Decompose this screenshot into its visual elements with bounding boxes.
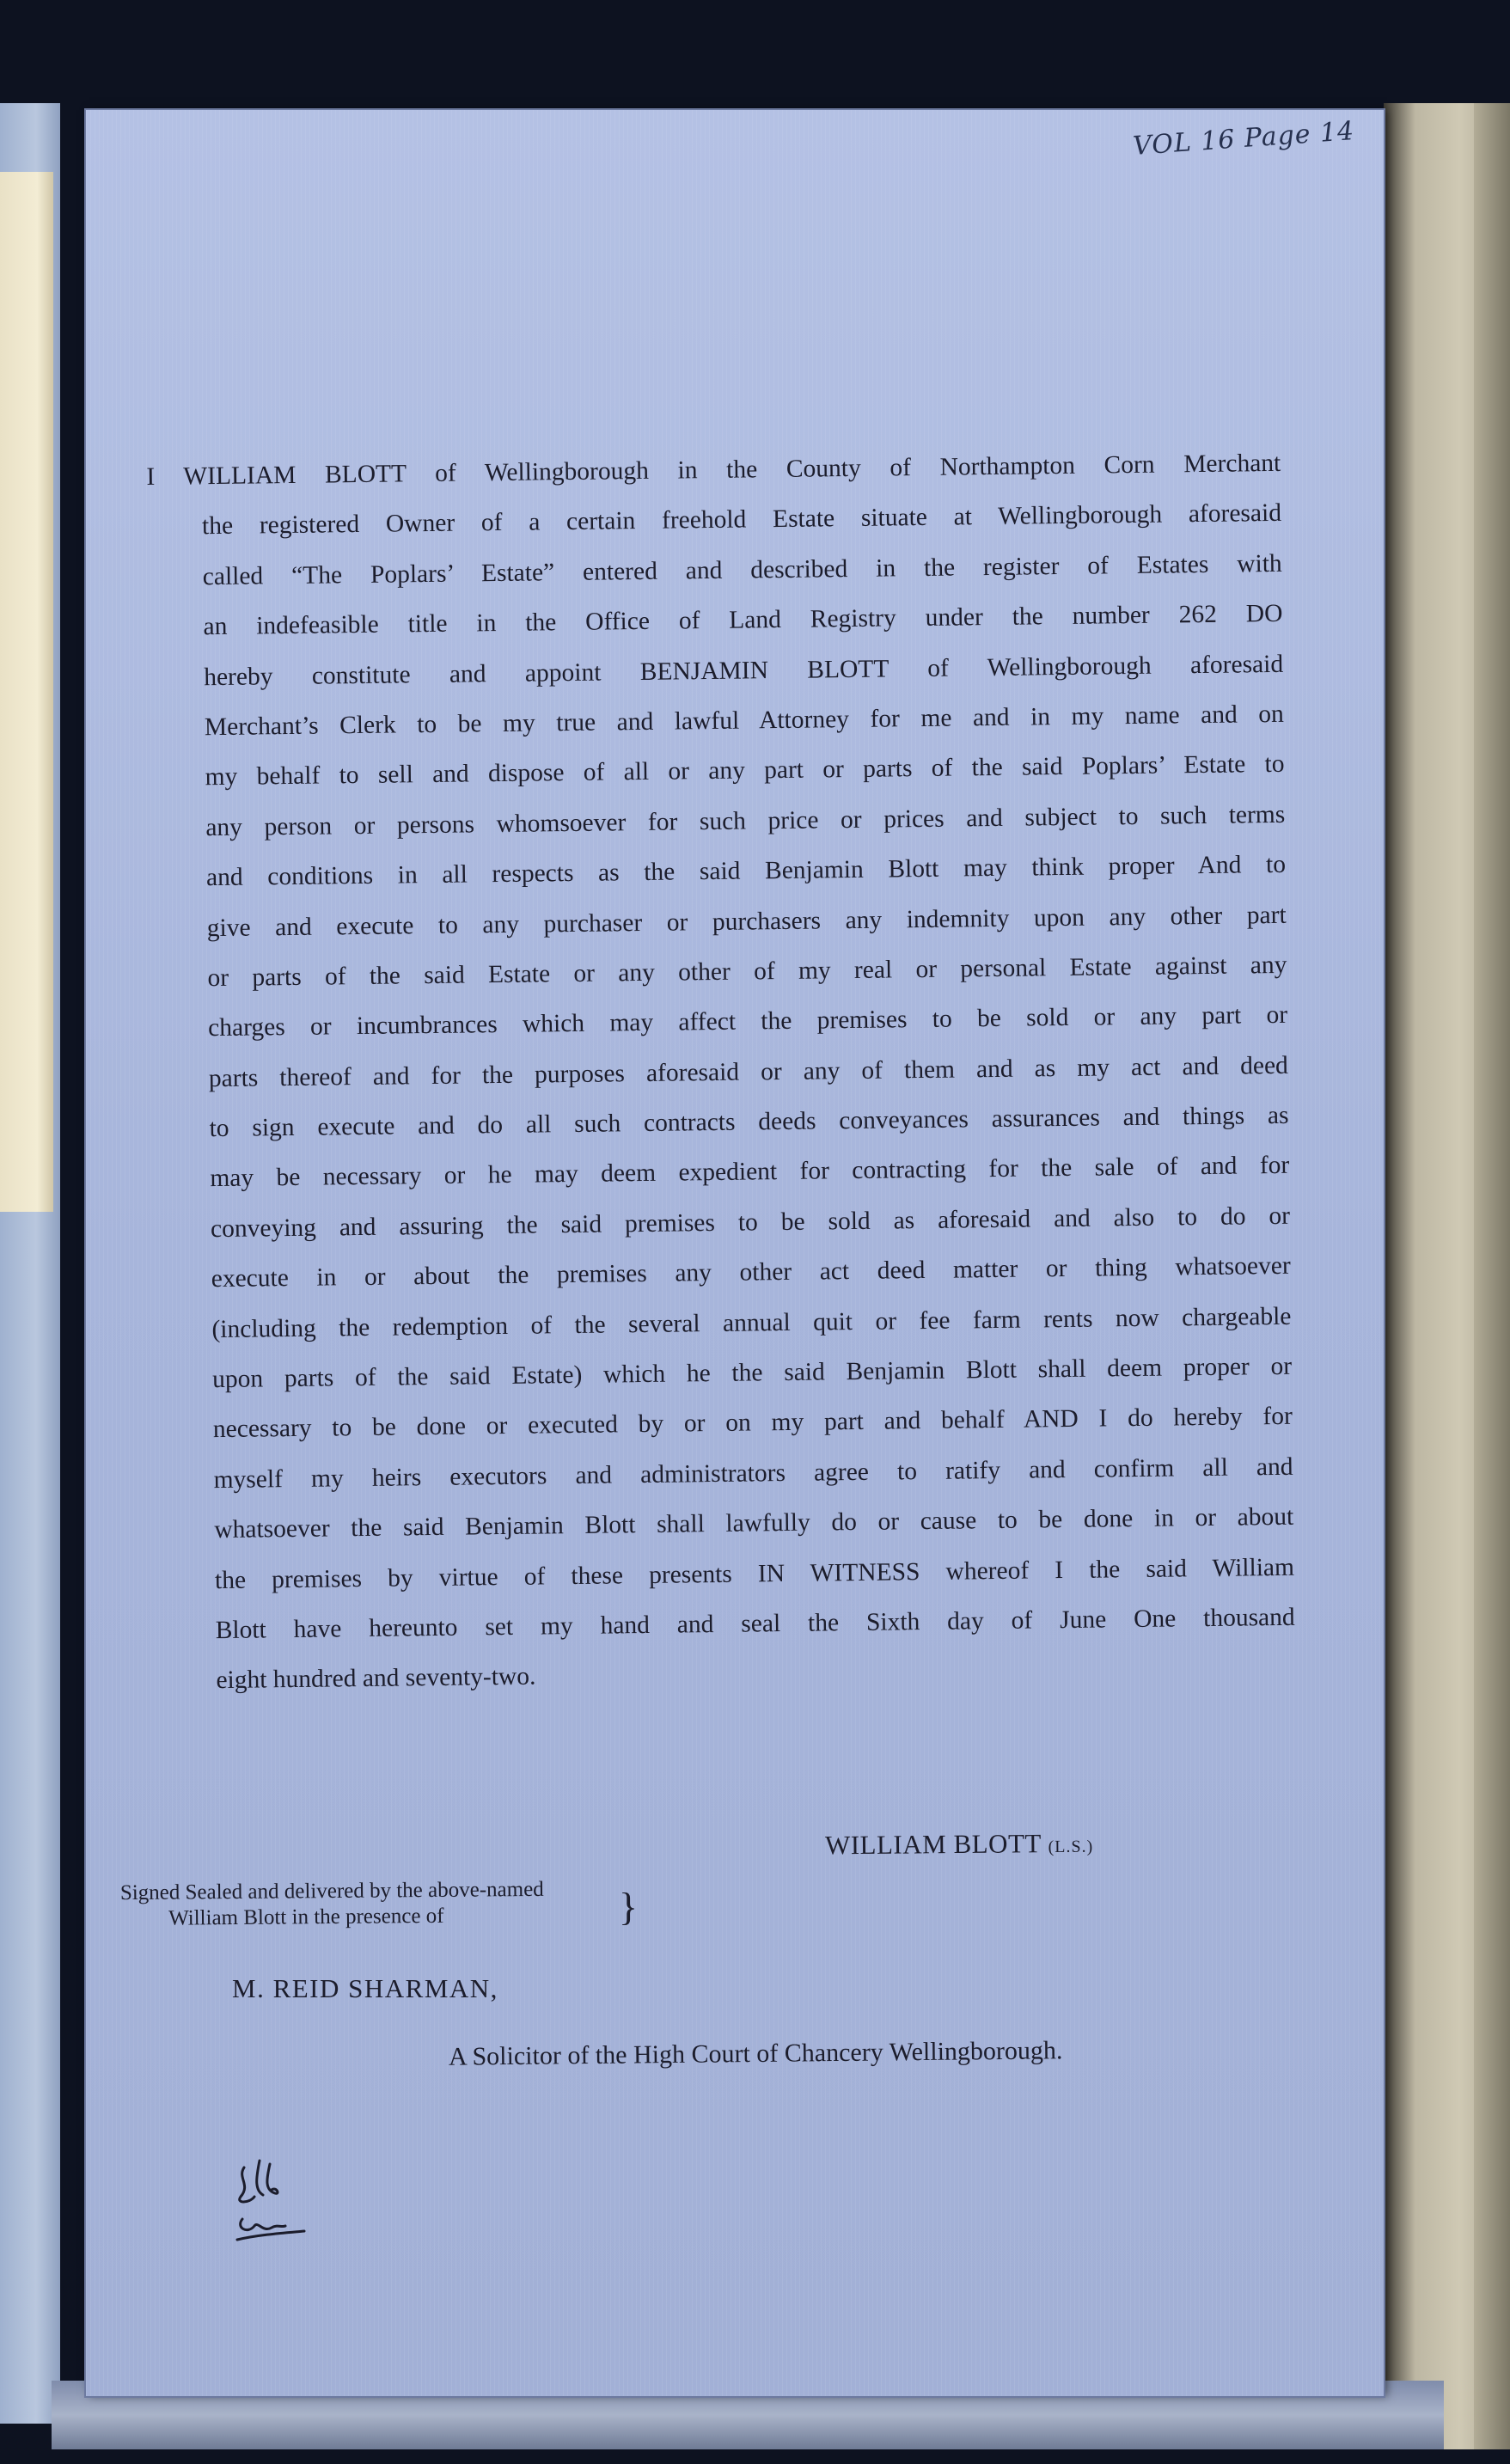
body-line: an indefeasible title in the Office of Land Registry under the number 262 DO	[203, 600, 1283, 641]
attestation-line: William Blott in the presence of	[168, 1904, 444, 1930]
body-line: any person or persons whomsoever for such price or prices and subject to such terms	[205, 800, 1286, 841]
body-line: whatsoever the said Benjamin Blott shall lawfully do or cause to be done in or about	[214, 1502, 1294, 1544]
body-line: Blott have hereunto set my hand and seal the Sixth day of June One thousand	[215, 1603, 1295, 1645]
body-line: conveying and assuring the said premises to be sold as aforesaid and also to do or	[210, 1201, 1291, 1244]
seal-mark: (L.S.)	[1048, 1837, 1094, 1857]
left-cream-page	[0, 172, 53, 1212]
body-line: give and execute to any purchaser or purchasers any indemnity upon any other part	[206, 901, 1287, 942]
body-line: the registered Owner of a certain freehold Estate situate at Wellingborough aforesaid	[201, 499, 1282, 541]
body-line: (including the redemption of the several annual quit or fee farm rents now chargeable	[211, 1302, 1292, 1343]
right-book-edge	[1474, 103, 1510, 2449]
body-line: hereby constitute and appoint BENJAMIN BLOTT of Wellingborough aforesaid	[204, 650, 1284, 691]
body-line: or parts of the said Estate or any other of my real or personal Estate against any	[207, 951, 1287, 993]
body-line: and conditions in all respects as the said Benjamin Blott may think proper And to	[205, 850, 1287, 892]
attestation-clause	[120, 1877, 544, 1932]
body-line: the premises by virtue of these presents IN WITNESS whereof I the said William	[214, 1553, 1295, 1594]
grantor-signature	[825, 1828, 1094, 1862]
document-page	[86, 110, 1384, 2396]
body-line: may be necessary or he may deem expedient for contracting for the sale of and for	[210, 1152, 1290, 1193]
witness-name: M. REID SHARMAN,	[232, 1973, 498, 2003]
body-line: myself my heirs executors and administrators agree to ratify and confirm all and	[213, 1452, 1293, 1494]
margin-note: VOL 16 Page 14	[1131, 116, 1355, 162]
body-line: I WILLIAM BLOTT of Wellingborough in the County of Northampton Corn Merchant	[146, 449, 1281, 491]
body-line: Merchant’s Clerk to be my true and lawful Attorney for me and in my name and on	[204, 700, 1285, 742]
body-line: charges or incumbrances which may affect the premises to be sold or any part or	[208, 1001, 1288, 1042]
body-line: parts thereof and for the purposes aforesaid or any of them and as my act and deed	[208, 1051, 1289, 1092]
body-line: called “The Poplars’ Estate” entered and described in the register of Estates with	[202, 549, 1282, 590]
body-line: upon parts of the said Estate) which he the said Benjamin Blott shall deem proper or	[211, 1352, 1293, 1394]
grantor-name: WILLIAM BLOTT	[824, 1828, 1042, 1861]
attestation-line: Signed Sealed and delivered by the above-named	[119, 1877, 544, 1905]
deed-body	[146, 438, 1296, 1707]
body-line: necessary to be done or executed by or on my part and behalf AND I do hereby for	[212, 1403, 1293, 1444]
body-line: my behalf to sell and dispose of all or any part or parts of the said Poplars’ Estate to	[205, 750, 1285, 792]
body-line: execute in or about the premises any other act deed matter or thing whatsoever	[211, 1252, 1291, 1293]
body-line: to sign execute and do all such contracts deeds conveyances assurances and things as	[209, 1101, 1289, 1143]
brace-glyph: }	[619, 1885, 639, 1929]
witness-title: A Solicitor of the High Court of Chancery Wellingborough.	[448, 2036, 1063, 2071]
handwritten-initials	[225, 2152, 328, 2255]
body-line: eight hundred and seventy-two.	[216, 1662, 536, 1695]
